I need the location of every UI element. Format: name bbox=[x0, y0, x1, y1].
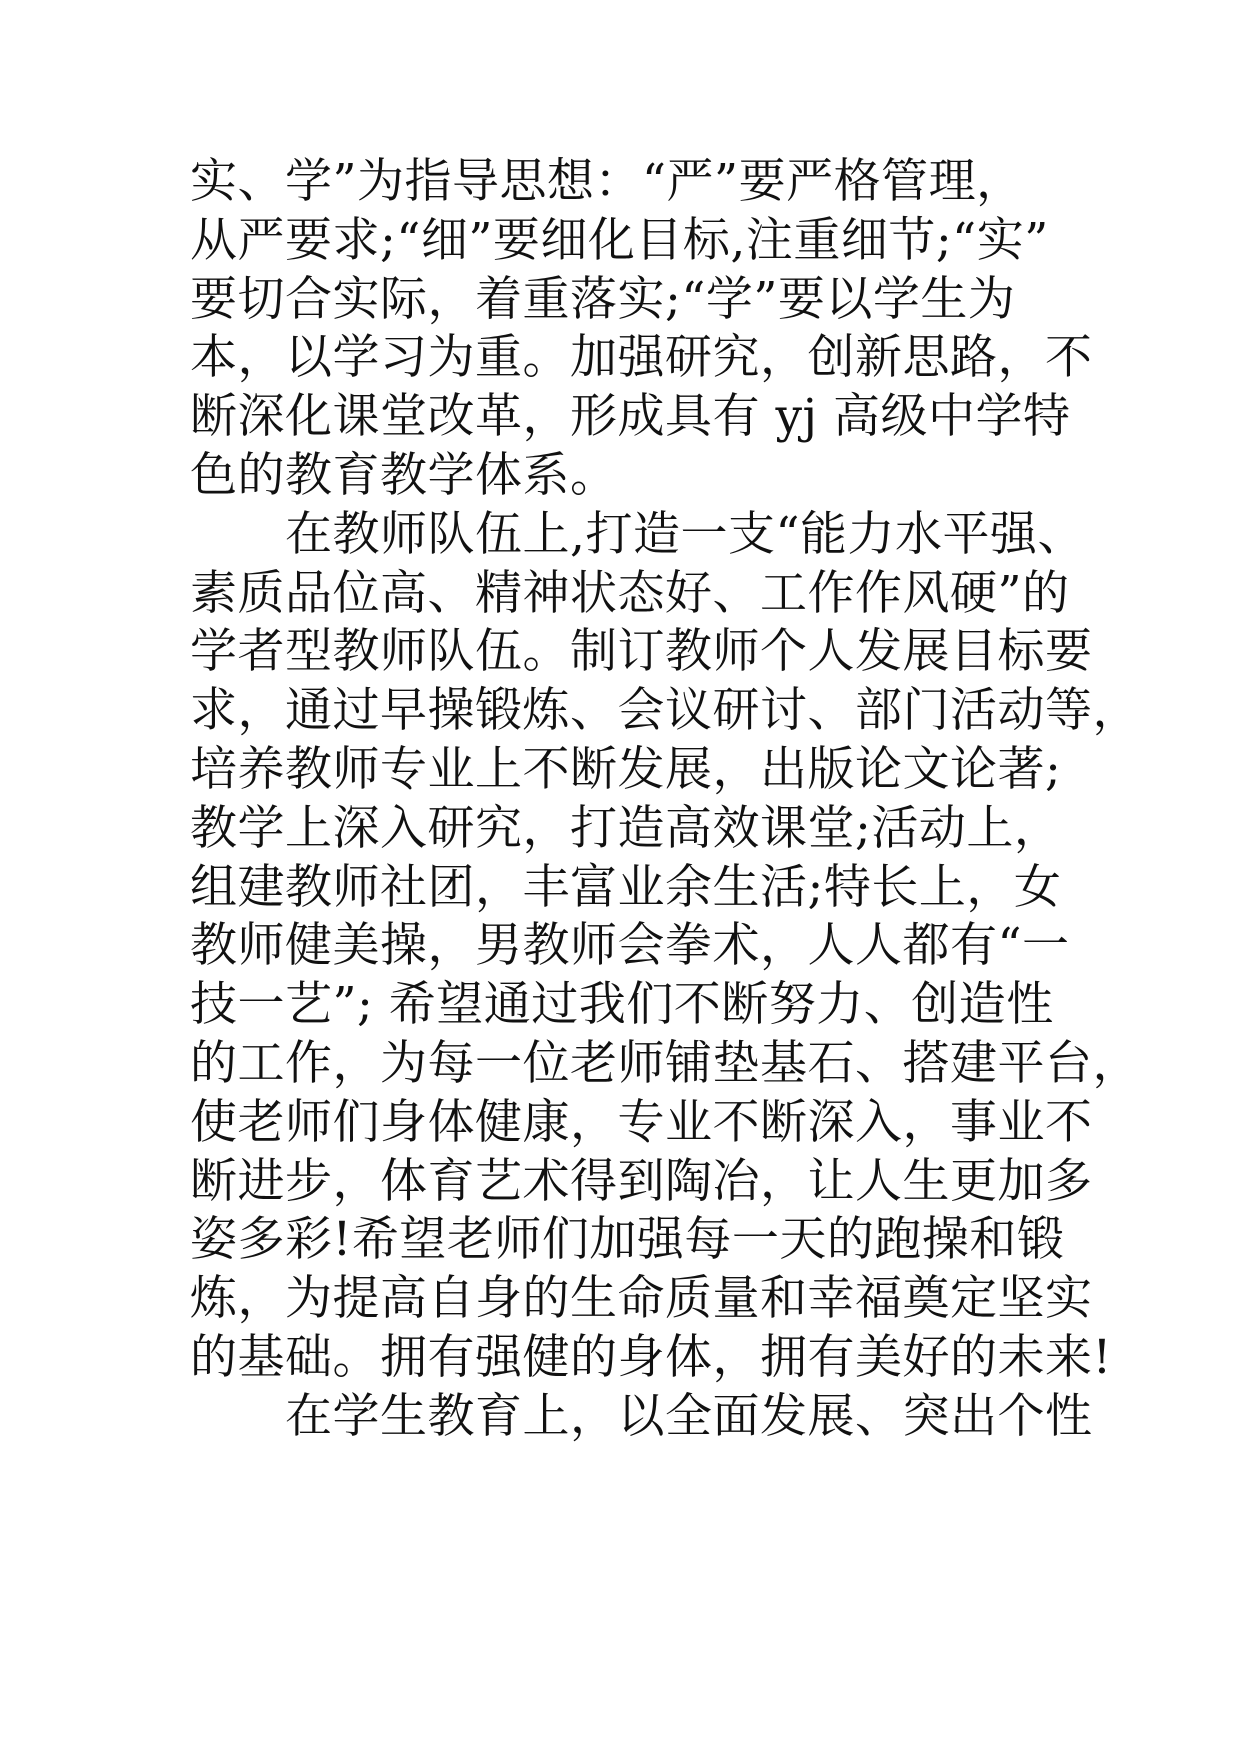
text-line: 教师健美操，男教师会拳术，人人都有“一 bbox=[190, 918, 1070, 974]
text-line: 培养教师专业上不断发展，出版论文论著; bbox=[190, 741, 1062, 797]
text-line: 从严要求;“细”要细化目标,注重细节;“实” bbox=[190, 212, 1049, 268]
text-line: 的基础。拥有强健的身体，拥有美好的未来! bbox=[190, 1329, 1112, 1385]
text-line: 素质品位高、精神状态好、工作作风硬”的 bbox=[190, 565, 1070, 621]
text-line: 技一艺”; 希望通过我们不断努力、创造性 bbox=[190, 977, 1054, 1033]
text-line: 炼，为提高自身的生命质量和幸福奠定坚实 bbox=[190, 1271, 1093, 1327]
text-line: 断深化课堂改革，形成具有 yj 高级中学特 bbox=[190, 389, 1071, 445]
text-line: 教学上深入研究，打造高效课堂;活动上， bbox=[190, 800, 1062, 856]
text-line: 断进步，体育艺术得到陶冶，让人生更加多 bbox=[190, 1153, 1093, 1209]
text-line: 的工作，为每一位老师铺垫基石、搭建平台， bbox=[190, 1035, 1140, 1091]
text-line: 实、学”为指导思想：“严”要严格管理， bbox=[190, 154, 1024, 209]
text-line: 在学生教育上，以全面发展、突出个性 bbox=[190, 1388, 1093, 1444]
text-line: 姿多彩!希望老师们加强每一天的跑操和锻 bbox=[190, 1212, 1065, 1268]
text-line: 本，以学习为重。加强研究，创新思路，不 bbox=[190, 330, 1093, 386]
text-line: 要切合实际，着重落实;“学”要以学生为 bbox=[190, 271, 1016, 327]
text-line: 色的教育教学体系。 bbox=[190, 447, 618, 503]
text-line: 学者型教师队伍。制订教师个人发展目标要 bbox=[190, 624, 1093, 680]
text-line: 组建教师社团，丰富业余生活;特长上，女 bbox=[190, 859, 1062, 915]
text-line: 使老师们身体健康，专业不断深入，事业不 bbox=[190, 1094, 1093, 1150]
text-line: 在教师队伍上,打造一支“能力水平强、 bbox=[190, 506, 1085, 562]
body-text bbox=[190, 153, 1140, 1447]
text-line: 求，通过早操锻炼、会议研讨、部门活动等， bbox=[190, 683, 1140, 739]
